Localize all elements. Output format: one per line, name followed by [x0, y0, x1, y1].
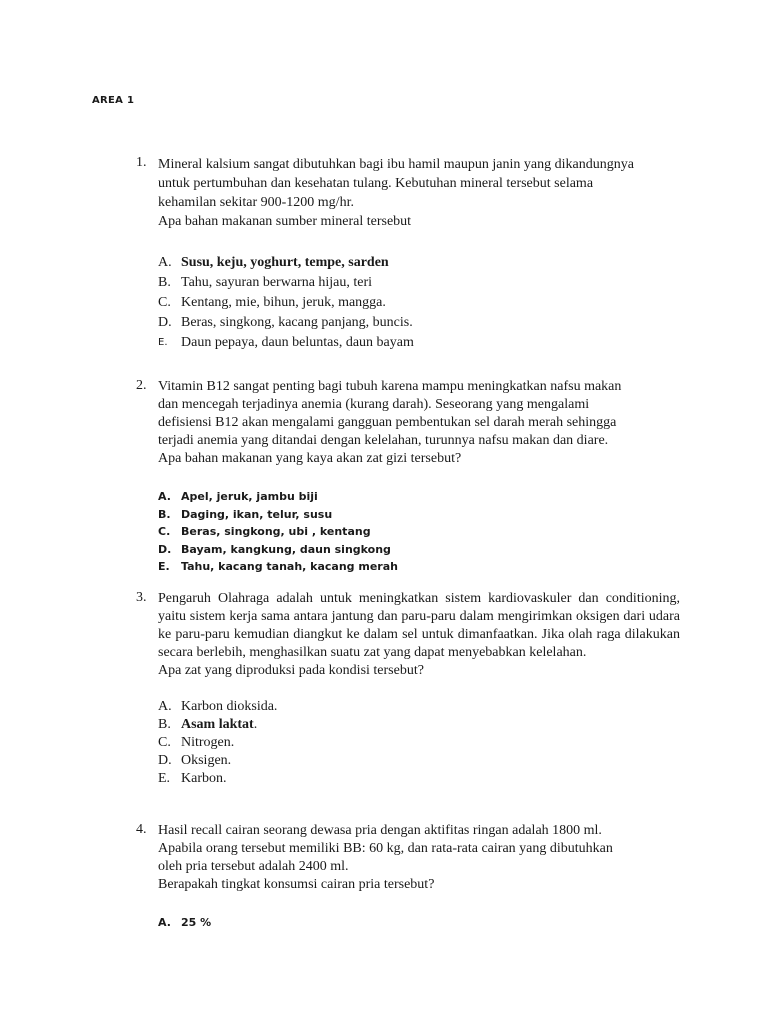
question-number: 3. [136, 590, 147, 605]
question-line: Apa bahan makanan yang kaya akan zat gizi tersebut? [158, 451, 462, 466]
option-letter: A. [158, 916, 171, 929]
option-letter: C. [158, 525, 171, 538]
option-text: Tahu, kacang tanah, kacang merah [181, 560, 398, 573]
option-c [158, 523, 680, 541]
question-number: 1. [136, 155, 147, 170]
question-line: defisiensi B12 akan mengalami gangguan pembentukan sel darah merah sehingga [158, 415, 617, 430]
option-text: Karbon. [181, 771, 227, 786]
option-text: Daging, ikan, telur, susu [181, 507, 333, 521]
option-c [158, 734, 680, 752]
option-letter: E. [158, 337, 168, 348]
option-list [158, 253, 680, 353]
question-line: Mineral kalsium sangat dibutuhkan bagi ibu hamil maupun janin yang dikandungnya [158, 157, 634, 172]
area-label: AREA 1 [92, 95, 135, 106]
option-list [158, 698, 680, 788]
option-letter: D. [158, 315, 172, 330]
option-list [158, 914, 680, 932]
option-text: Kentang, mie, bihun, jeruk, mangga. [181, 295, 386, 310]
option-text-answer: Susu, keju, yoghurt, tempe, sarden [181, 255, 389, 270]
option-text-answer: Asam laktat [181, 717, 254, 732]
question-3 [136, 590, 680, 788]
option-e [158, 333, 680, 353]
question-line: Berapakah tingkat konsumsi cairan pria tersebut? [158, 877, 435, 892]
option-letter: D. [158, 542, 172, 556]
question-line: Apa zat yang diproduksi pada kondisi tersebut? [158, 663, 424, 678]
option-letter: B. [158, 507, 171, 521]
option-text: Daun pepaya, daun beluntas, daun bayam [181, 335, 414, 350]
question-line: Vitamin B12 sangat penting bagi tubuh karena mampu meningkatkan nafsu makan [158, 379, 622, 394]
option-letter: E. [158, 771, 171, 786]
question-text [158, 590, 680, 680]
option-text: Bayam, kangkung, daun singkong [181, 542, 391, 556]
question-text [158, 822, 680, 894]
option-a [158, 253, 680, 273]
question-line: Apabila orang tersebut memiliki BB: 60 kg, dan rata-rata cairan yang dibutuhkan [158, 841, 613, 856]
option-b [158, 273, 680, 293]
option-b [158, 506, 680, 524]
option-text: Tahu, sayuran berwarna hijau, teri [181, 275, 373, 290]
option-d [158, 752, 680, 770]
option-letter: A. [158, 699, 172, 714]
option-list [158, 488, 680, 576]
option-a [158, 914, 680, 932]
question-1 [136, 155, 680, 353]
option-d [158, 541, 680, 559]
option-d [158, 313, 680, 333]
option-c [158, 293, 680, 313]
question-2 [136, 378, 680, 576]
option-e [158, 558, 680, 576]
question-text [158, 378, 680, 468]
question-line: Hasil recall cairan seorang dewasa pria dengan aktifitas ringan adalah 1800 ml. [158, 823, 602, 838]
option-letter: B. [158, 275, 171, 290]
option-a [158, 488, 680, 506]
option-a [158, 698, 680, 716]
question-line: dan mencegah terjadinya anemia (kurang darah). Seseorang yang mengalami [158, 397, 590, 412]
option-letter: A. [158, 490, 171, 503]
question-4 [136, 822, 680, 932]
option-letter: E. [158, 560, 170, 573]
option-text: Nitrogen. [181, 735, 235, 750]
option-e [158, 770, 680, 788]
option-text: Karbon dioksida. [181, 699, 278, 714]
question-line: Apa bahan makanan sumber mineral tersebut [158, 214, 412, 229]
option-text: Beras, singkong, ubi , kentang [181, 525, 371, 538]
option-letter: C. [158, 735, 171, 750]
option-suffix: . [253, 717, 258, 732]
question-line: oleh pria tersebut adalah 2400 ml. [158, 859, 349, 874]
question-number: 2. [136, 378, 147, 393]
option-letter: A. [158, 255, 172, 270]
question-line: untuk pertumbuhan dan kesehatan tulang. Kebutuhan mineral tersebut selama [158, 176, 594, 191]
option-text: Apel, jeruk, jambu biji [181, 490, 318, 503]
option-text: 25 % [181, 916, 212, 929]
option-text: Beras, singkong, kacang panjang, buncis. [181, 315, 413, 330]
question-line: kehamilan sekitar 900-1200 mg/hr. [158, 195, 354, 210]
question-number: 4. [136, 822, 147, 837]
question-line: terjadi anemia yang ditandai dengan kelelahan, turunnya nafsu makan dan diare. [158, 433, 609, 448]
option-letter: B. [158, 717, 171, 732]
option-b [158, 716, 680, 734]
option-letter: C. [158, 295, 171, 310]
question-text [158, 155, 680, 231]
question-paragraph: Pengaruh Olahraga adalah untuk meningkatkan sistem kardiovaskuler dan conditioning, yaitu sistem kerja sama antara jantung dan paru-paru dalam mengirimkan oksigen dari udara ke paru-paru kemudian diangkut ke dalam sel untuk dimanfaatkan. Jika olah raga dilakukan secara berlebih, menghasilkan suatu zat yang dapat menyebabkan kelelahan. [158, 591, 680, 660]
option-letter: D. [158, 753, 172, 768]
option-text: Oksigen. [181, 753, 232, 768]
